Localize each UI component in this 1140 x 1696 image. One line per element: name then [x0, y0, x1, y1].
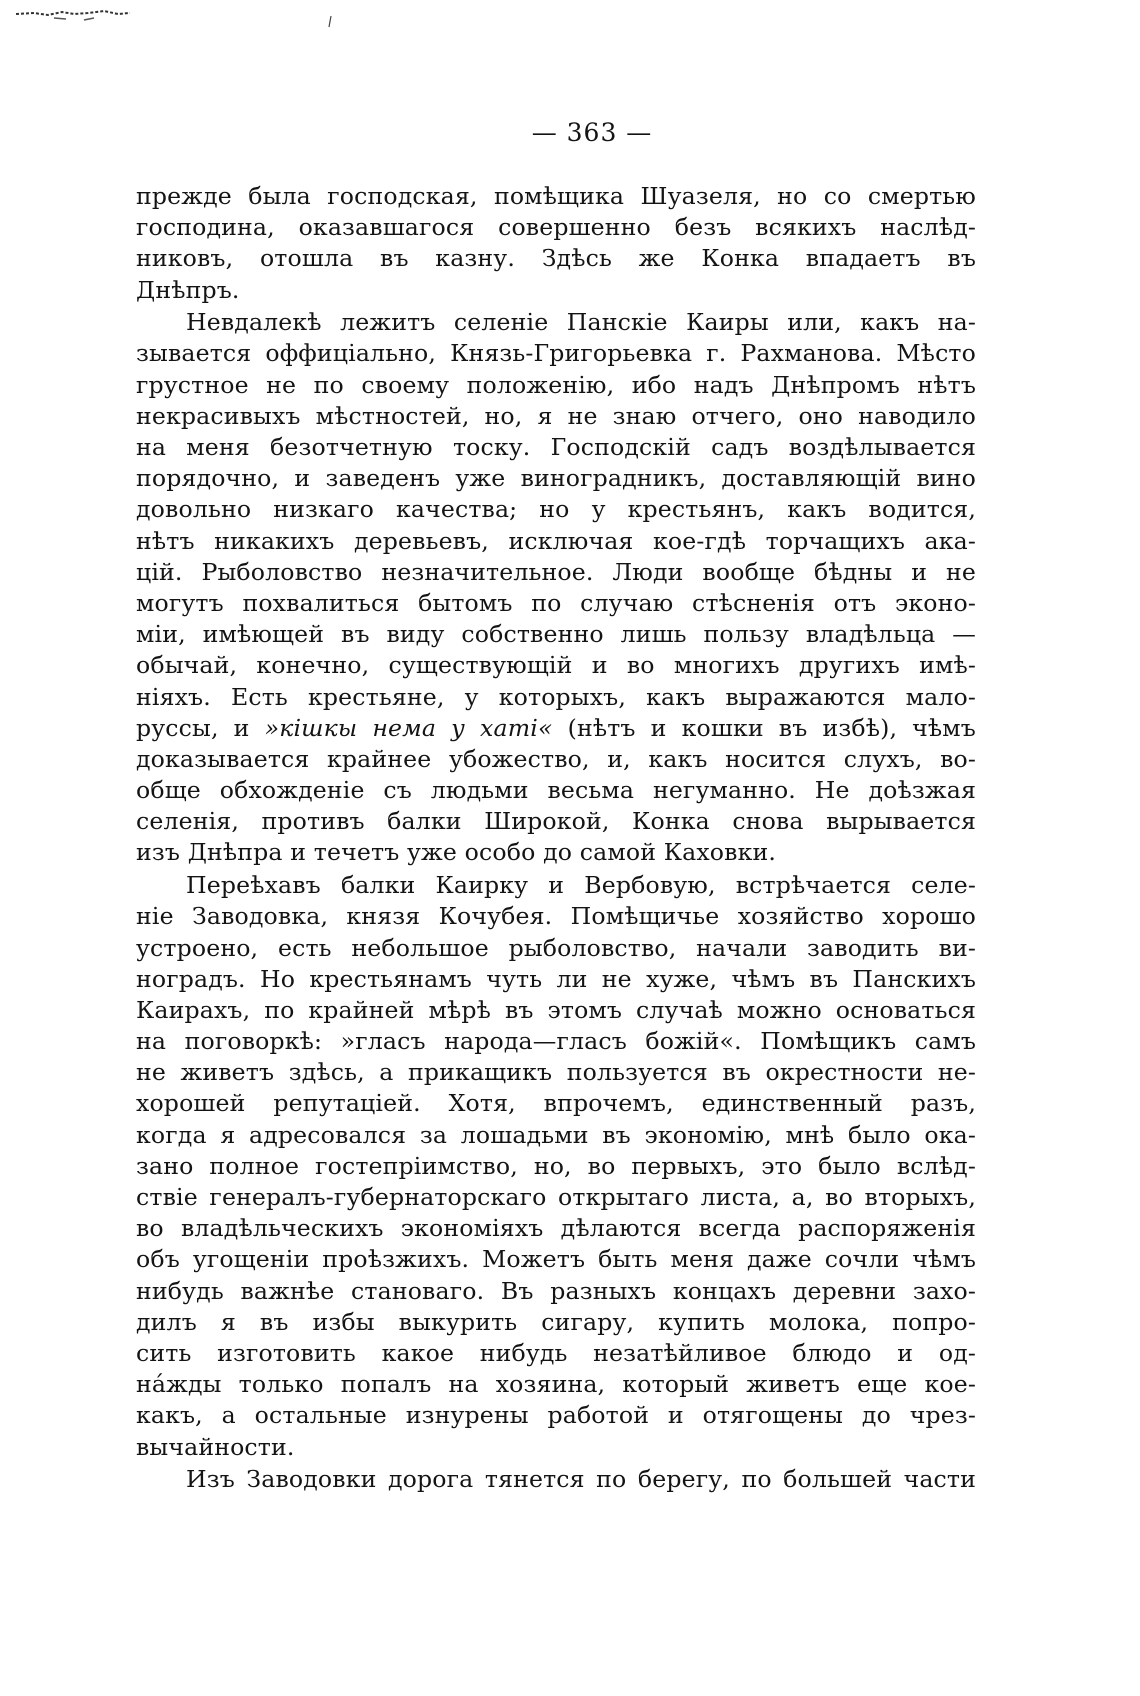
text-line: зывается оффиціально, Князь-Григорьевка г. Рахманова. Мѣсто — [136, 339, 976, 368]
page-number: — 363 — — [531, 118, 653, 147]
text-line: цій. Рыболовство незначительное. Люди вообще бѣдны и не — [136, 557, 976, 586]
text-line: довольно низкаго качества; но у крестьянъ, какъ водится, — [136, 495, 976, 524]
text-line: на поговоркѣ: »гласъ народа—гласъ божій«. Помѣщикъ самъ — [136, 1027, 976, 1056]
text-segment: (нѣтъ и кошки въ избѣ), чѣмъ — [552, 713, 976, 742]
scan-speck-marks — [14, 8, 134, 26]
text-line: какъ, а остальные изнурены работой и отягощены до чрез- — [136, 1401, 976, 1430]
text-line: устроено, есть небольшое рыболовство, начали заводить ви- — [136, 933, 976, 962]
text-line: прежде была господская, помѣщика Шуазеля, но со смертью — [136, 182, 976, 210]
text-line: обычай, конечно, существующій и во многихъ другихъ имѣ- — [136, 651, 976, 680]
text-line: міи, имѣющей въ виду собственно лишь пользу владѣльца — — [136, 620, 976, 649]
paragraph-4 — [136, 1464, 976, 1495]
text-line: Переѣхавъ балки Каирку и Вербовую, встрѣчается селе- — [186, 871, 976, 900]
text-line-with-quote — [136, 713, 976, 744]
text-line: когда я адресовался за лошадьми въ экономію, мнѣ было ока- — [136, 1120, 976, 1149]
text-line: вычайности. — [136, 1432, 295, 1461]
text-line: во владѣльческихъ экономіяхъ дѣлаются всегда распоряженія — [136, 1214, 976, 1243]
text-line: ноградъ. Но крестьянамъ чуть ли не хуже, чѣмъ въ Панскихъ — [136, 964, 976, 993]
text-line: Невдалекѣ лежитъ селеніе Панскіе Каиры или, какъ на- — [186, 308, 976, 337]
quoted-phrase: »кішкы нема у хаті« — [264, 713, 553, 742]
text-line: нáжды только попалъ на хозяина, который живетъ еще кое- — [136, 1370, 976, 1399]
text-line: Каирахъ, по крайней мѣрѣ въ этомъ случаѣ можно основаться — [136, 995, 976, 1024]
text-line: порядочно, и заведенъ уже виноградникъ, доставляющій вино — [136, 464, 976, 493]
text-line: ствіе генералъ-губернаторскаго открытаго листа, а, во вторыхъ, — [136, 1183, 976, 1211]
text-line: доказывается крайнее убожество, и, какъ носится слухъ, во- — [136, 744, 976, 773]
page-body — [136, 181, 976, 1495]
text-line: не живетъ здѣсь, а прикащикъ пользуется въ окрестности не- — [136, 1058, 976, 1087]
text-line: зано полное гостепріимство, но, во первыхъ, это было вслѣд- — [136, 1151, 976, 1180]
text-line: селенія, противъ балки Широкой, Конка снова вырывается — [136, 807, 976, 836]
text-line: обще обхожденіе съ людьми весьма негуманно. Не доѣзжая — [136, 776, 976, 805]
text-line: дилъ я въ избы выкурить сигару, купить молока, попро- — [136, 1307, 976, 1336]
text-segment: руссы, и — [136, 713, 265, 742]
text-line: нибудь важнѣе становаго. Въ разныхъ концахъ деревни захо- — [136, 1276, 976, 1305]
text-line: хорошей репутаціей. Хотя, впрочемъ, единственный разъ, — [136, 1089, 976, 1118]
text-line: ніяхъ. Есть крестьяне, у которыхъ, какъ выражаются мало- — [136, 682, 976, 711]
text-line: господина, оказавшагося совершенно безъ всякихъ наслѣд- — [136, 213, 976, 242]
text-line: на меня безотчетную тоску. Господскій садъ воздѣлывается — [136, 433, 976, 461]
text-line: некрасивыхъ мѣстностей, но, я не знаю отчего, оно наводило — [136, 401, 976, 430]
text-line: сить изготовить какое нибудь незатѣйливое блюдо и од- — [136, 1338, 976, 1367]
text-line: ніе Заводовка, князя Кочубея. Помѣщичье хозяйство хорошо — [136, 902, 976, 931]
text-line: никовъ, отошла въ казну. Здѣсь же Конка впадаетъ въ — [136, 244, 976, 273]
paragraph-1 — [136, 181, 976, 306]
text-line: грустное не по своему положенію, ибо надъ Днѣпромъ нѣтъ — [136, 370, 976, 399]
text-line: нѣтъ никакихъ деревьевъ, исключая кое-гдѣ торчащихъ ака- — [136, 526, 976, 555]
text-line: Изъ Заводовки дорога тянется по берегу, по большей части — [186, 1465, 976, 1494]
paragraph-2 — [136, 307, 976, 868]
paragraph-3 — [136, 870, 976, 1463]
scan-tick-mark — [328, 16, 332, 28]
text-line: могутъ похвалиться бытомъ по случаю стѣсненія отъ эконо- — [136, 588, 976, 617]
text-line: объ угощеніи проѣзжихъ. Можетъ быть меня даже сочли чѣмъ — [136, 1245, 976, 1274]
text-line: Днѣпръ. — [136, 275, 240, 304]
text-line: изъ Днѣпра и течетъ уже особо до самой Каховки. — [136, 838, 777, 867]
